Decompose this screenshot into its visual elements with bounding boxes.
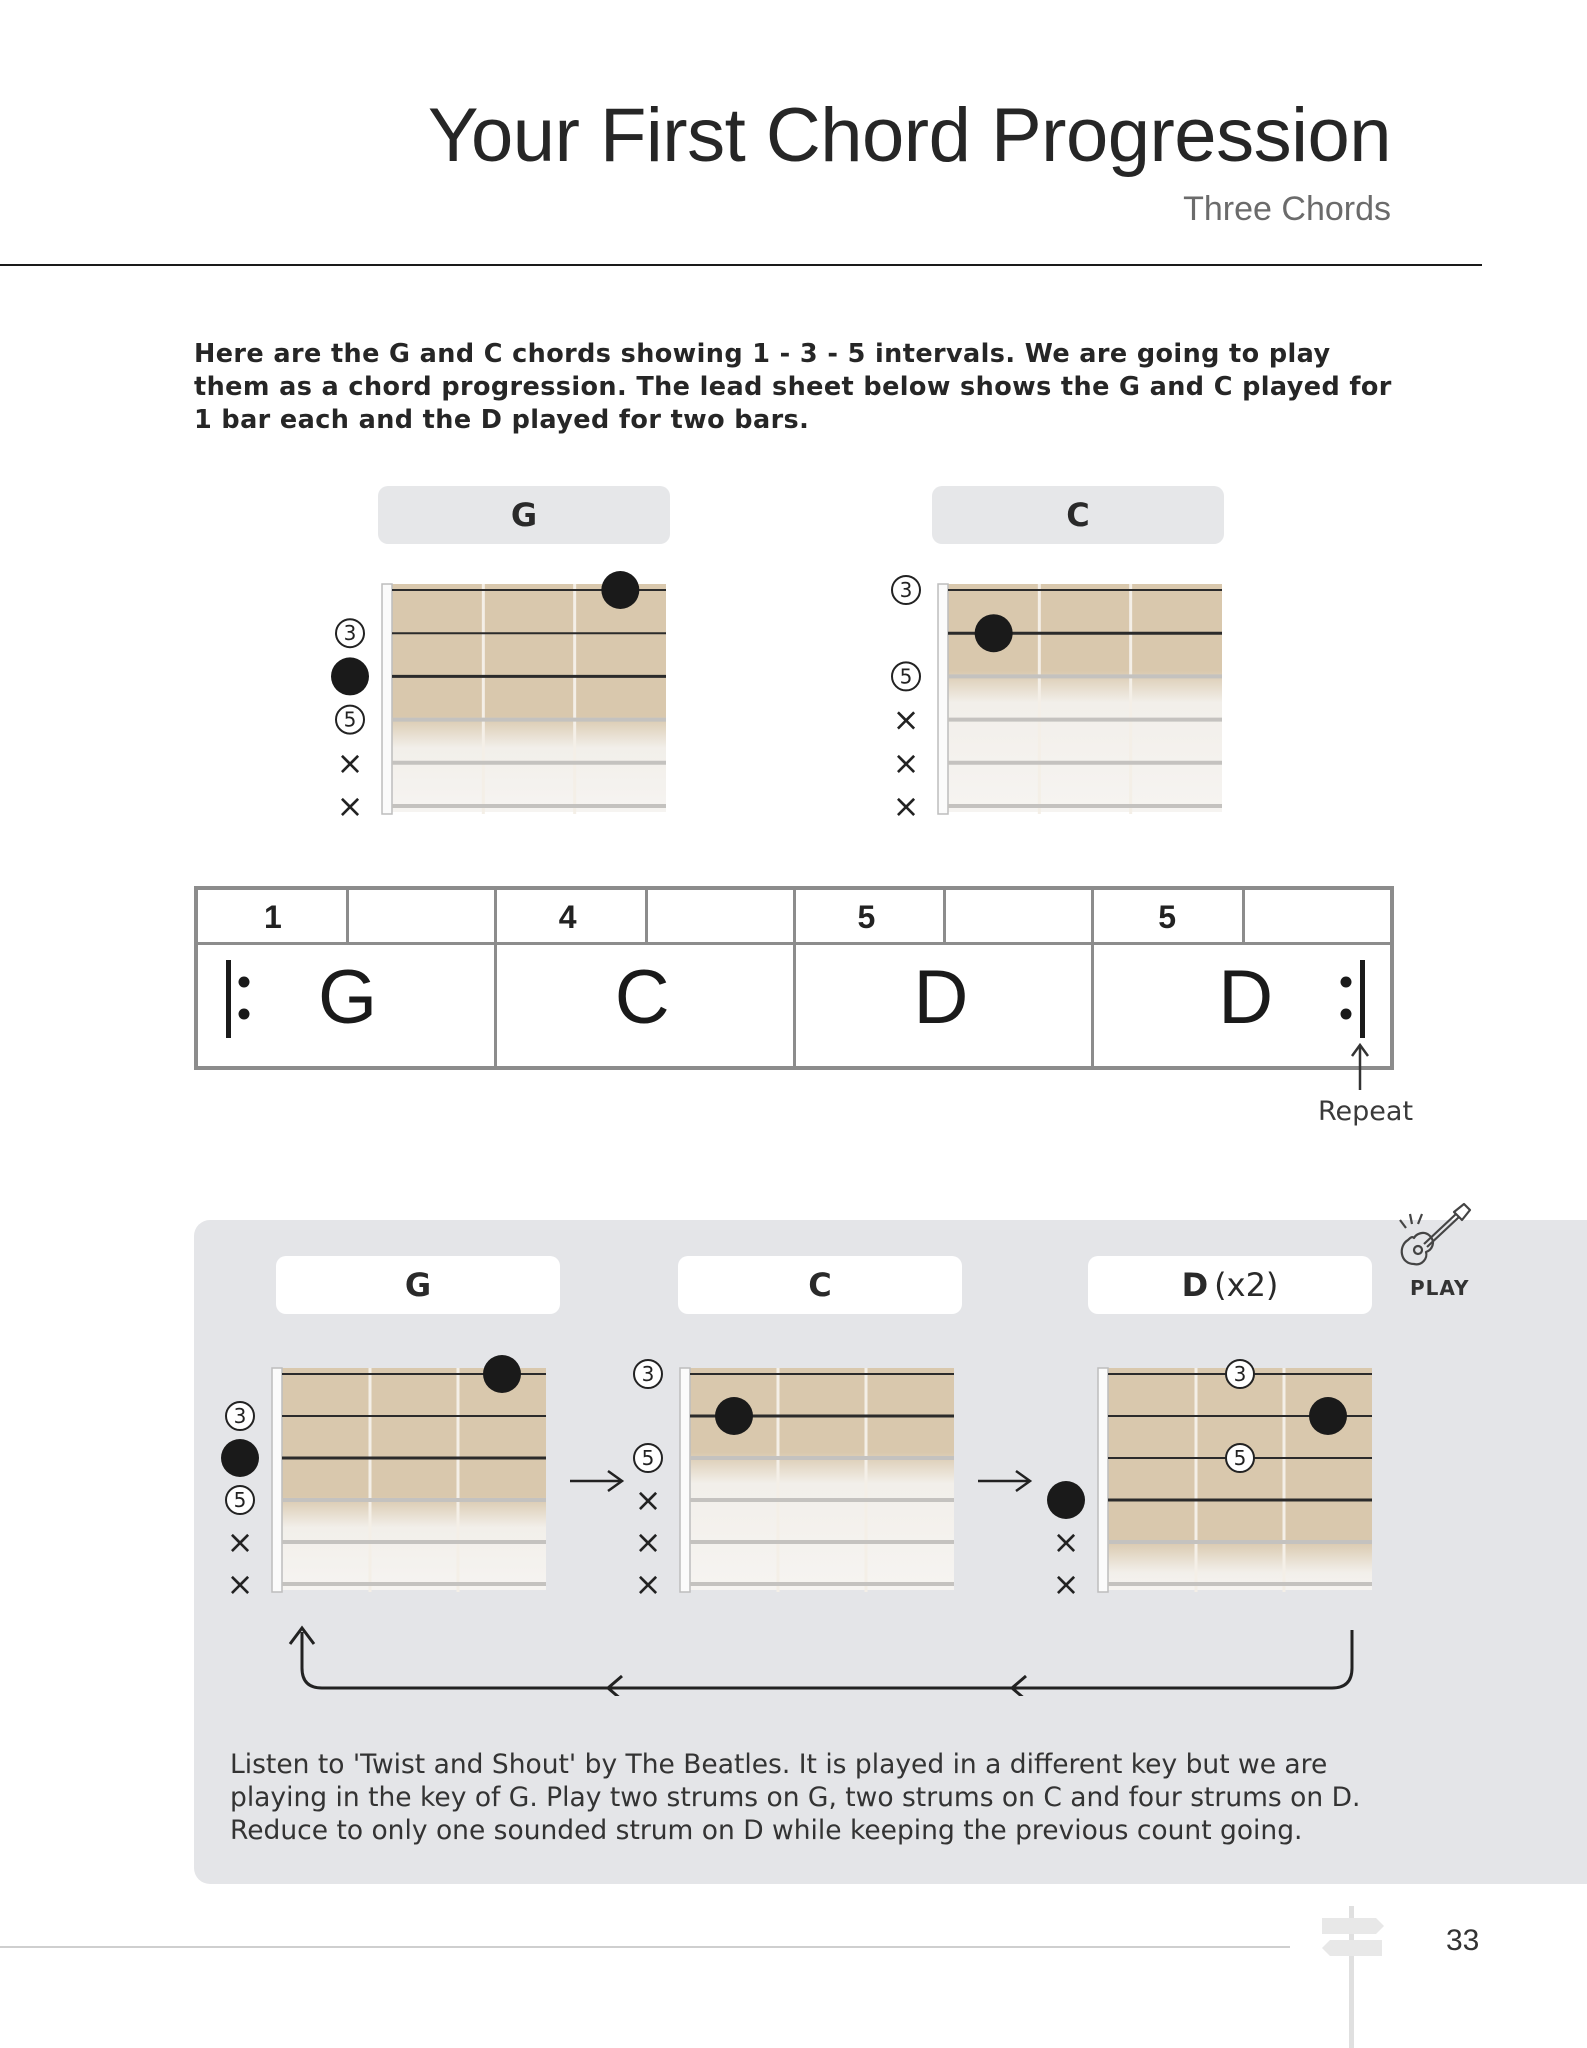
- interval-fifth-marker: [336, 706, 364, 734]
- bar-chord: D: [1218, 955, 1274, 1040]
- fretboard: [392, 584, 666, 812]
- chord-repeat-count: (x2): [1214, 1266, 1279, 1304]
- bar-degree: 5: [1158, 899, 1177, 935]
- lead-sheet: [194, 886, 1394, 1070]
- chord-name: C: [1066, 496, 1090, 534]
- muted-string-icon: ×: [1052, 1565, 1080, 1603]
- practice-description: Listen to 'Twist and Shout' by The Beatles. It is played in a different key but we are playing in the key of G. Play two strums on G, two strums on C and four strums on D. Reduce to only one sounded strum on D while keeping the previous count going.: [230, 1749, 1361, 1846]
- lead-sheet-bar: [1091, 890, 1390, 1066]
- chord-label-d: [1088, 1256, 1372, 1314]
- repeat-end-sign: [1338, 958, 1368, 1042]
- svg-text:5: 5: [233, 1488, 247, 1512]
- bar-degree: 1: [264, 899, 282, 935]
- chord-label-g: [378, 486, 670, 544]
- arrow-right-icon: [568, 1466, 626, 1496]
- bar-chord: D: [913, 955, 969, 1040]
- chord-name: G: [510, 496, 538, 534]
- interval-third-marker: [336, 619, 364, 647]
- svg-text:3: 3: [343, 621, 357, 646]
- interval-fifth-marker: [226, 1486, 254, 1514]
- footer-divider: [0, 1946, 1290, 1948]
- lead-sheet-bar: [198, 890, 494, 1066]
- svg-text:5: 5: [641, 1446, 655, 1470]
- bar-degree: 4: [558, 899, 577, 935]
- muted-string-icon: ×: [634, 1523, 662, 1561]
- chord-diagram-g: [330, 580, 670, 825]
- svg-text:5: 5: [1233, 1446, 1247, 1470]
- page-title: Your First Chord Progression: [427, 93, 1391, 178]
- loop-back-arrow: [286, 1624, 1366, 1696]
- root-note-marker: [331, 657, 369, 695]
- interval-third-marker: [1226, 1360, 1254, 1388]
- chord-label-g: [276, 1256, 560, 1314]
- interval-third-marker: [634, 1360, 662, 1388]
- intro-paragraph: Here are the G and C chords showing 1 - 3 - 5 intervals. We are going to play them as a chord progression. The lead sheet below shows the G and C played for 1 bar each and the D played for two bars.: [194, 339, 1392, 435]
- page-number: 33: [1446, 1924, 1480, 1957]
- muted-string-icon: ×: [226, 1565, 254, 1603]
- page-subtitle: Three Chords: [1183, 190, 1391, 228]
- chord-diagram-g: [220, 1364, 550, 1603]
- arrow-up-icon: [1348, 1042, 1372, 1092]
- fretboard: [282, 1368, 546, 1590]
- chord-diagram-d: [1046, 1362, 1376, 1603]
- muted-string-icon: ×: [1052, 1523, 1080, 1561]
- svg-text:3: 3: [233, 1404, 247, 1428]
- nut: [938, 584, 948, 814]
- chord-label-c: [678, 1256, 962, 1314]
- svg-text:3: 3: [899, 578, 913, 602]
- repeat-label: Repeat: [1318, 1096, 1414, 1127]
- chord-diagram-c: [628, 1362, 958, 1603]
- svg-text:5: 5: [899, 664, 913, 689]
- root-note-marker: [1047, 1481, 1085, 1519]
- nut: [1098, 1368, 1108, 1592]
- chord-diagram-c: [886, 578, 1226, 825]
- bar-chord: G: [318, 955, 378, 1040]
- muted-string-icon: ×: [892, 700, 920, 739]
- root-note-marker: [221, 1439, 259, 1477]
- header-divider: [0, 264, 1482, 266]
- lead-sheet-bar: [793, 890, 1092, 1066]
- lead-sheet-bar: [494, 890, 793, 1066]
- repeat-start-sign: [224, 958, 254, 1042]
- svg-text:3: 3: [641, 1362, 655, 1386]
- bar-chord: C: [614, 955, 670, 1040]
- svg-text:3: 3: [1233, 1362, 1247, 1386]
- chord-name: C: [808, 1266, 832, 1304]
- nut: [272, 1368, 282, 1592]
- svg-text:5: 5: [343, 707, 357, 732]
- signpost-icon: [1312, 1906, 1392, 2048]
- interval-fifth-marker: [892, 662, 920, 690]
- interval-third-marker: [226, 1402, 254, 1430]
- finger-dot: [715, 1397, 753, 1435]
- muted-string-icon: ×: [634, 1481, 662, 1519]
- chord-label-c: [932, 486, 1224, 544]
- interval-fifth-marker: [1226, 1444, 1254, 1472]
- nut: [382, 584, 392, 814]
- play-label: PLAY: [1410, 1276, 1470, 1300]
- muted-string-icon: ×: [892, 743, 920, 782]
- finger-dot: [601, 571, 639, 609]
- guitar-icon[interactable]: [1394, 1200, 1474, 1272]
- muted-string-icon: ×: [336, 743, 364, 782]
- nut: [680, 1368, 690, 1592]
- finger-dot: [483, 1355, 521, 1393]
- finger-dot: [1309, 1397, 1347, 1435]
- finger-dot: [975, 614, 1013, 652]
- interval-fifth-marker: [634, 1444, 662, 1472]
- chord-name: G: [404, 1266, 432, 1304]
- bar-degree: 5: [857, 899, 876, 935]
- interval-third-marker: [892, 576, 920, 604]
- muted-string-icon: ×: [892, 787, 920, 825]
- chord-name: D: [1181, 1266, 1209, 1304]
- muted-string-icon: ×: [226, 1523, 254, 1561]
- muted-string-icon: ×: [634, 1565, 662, 1603]
- muted-string-icon: ×: [336, 787, 364, 825]
- arrow-right-icon: [976, 1466, 1034, 1496]
